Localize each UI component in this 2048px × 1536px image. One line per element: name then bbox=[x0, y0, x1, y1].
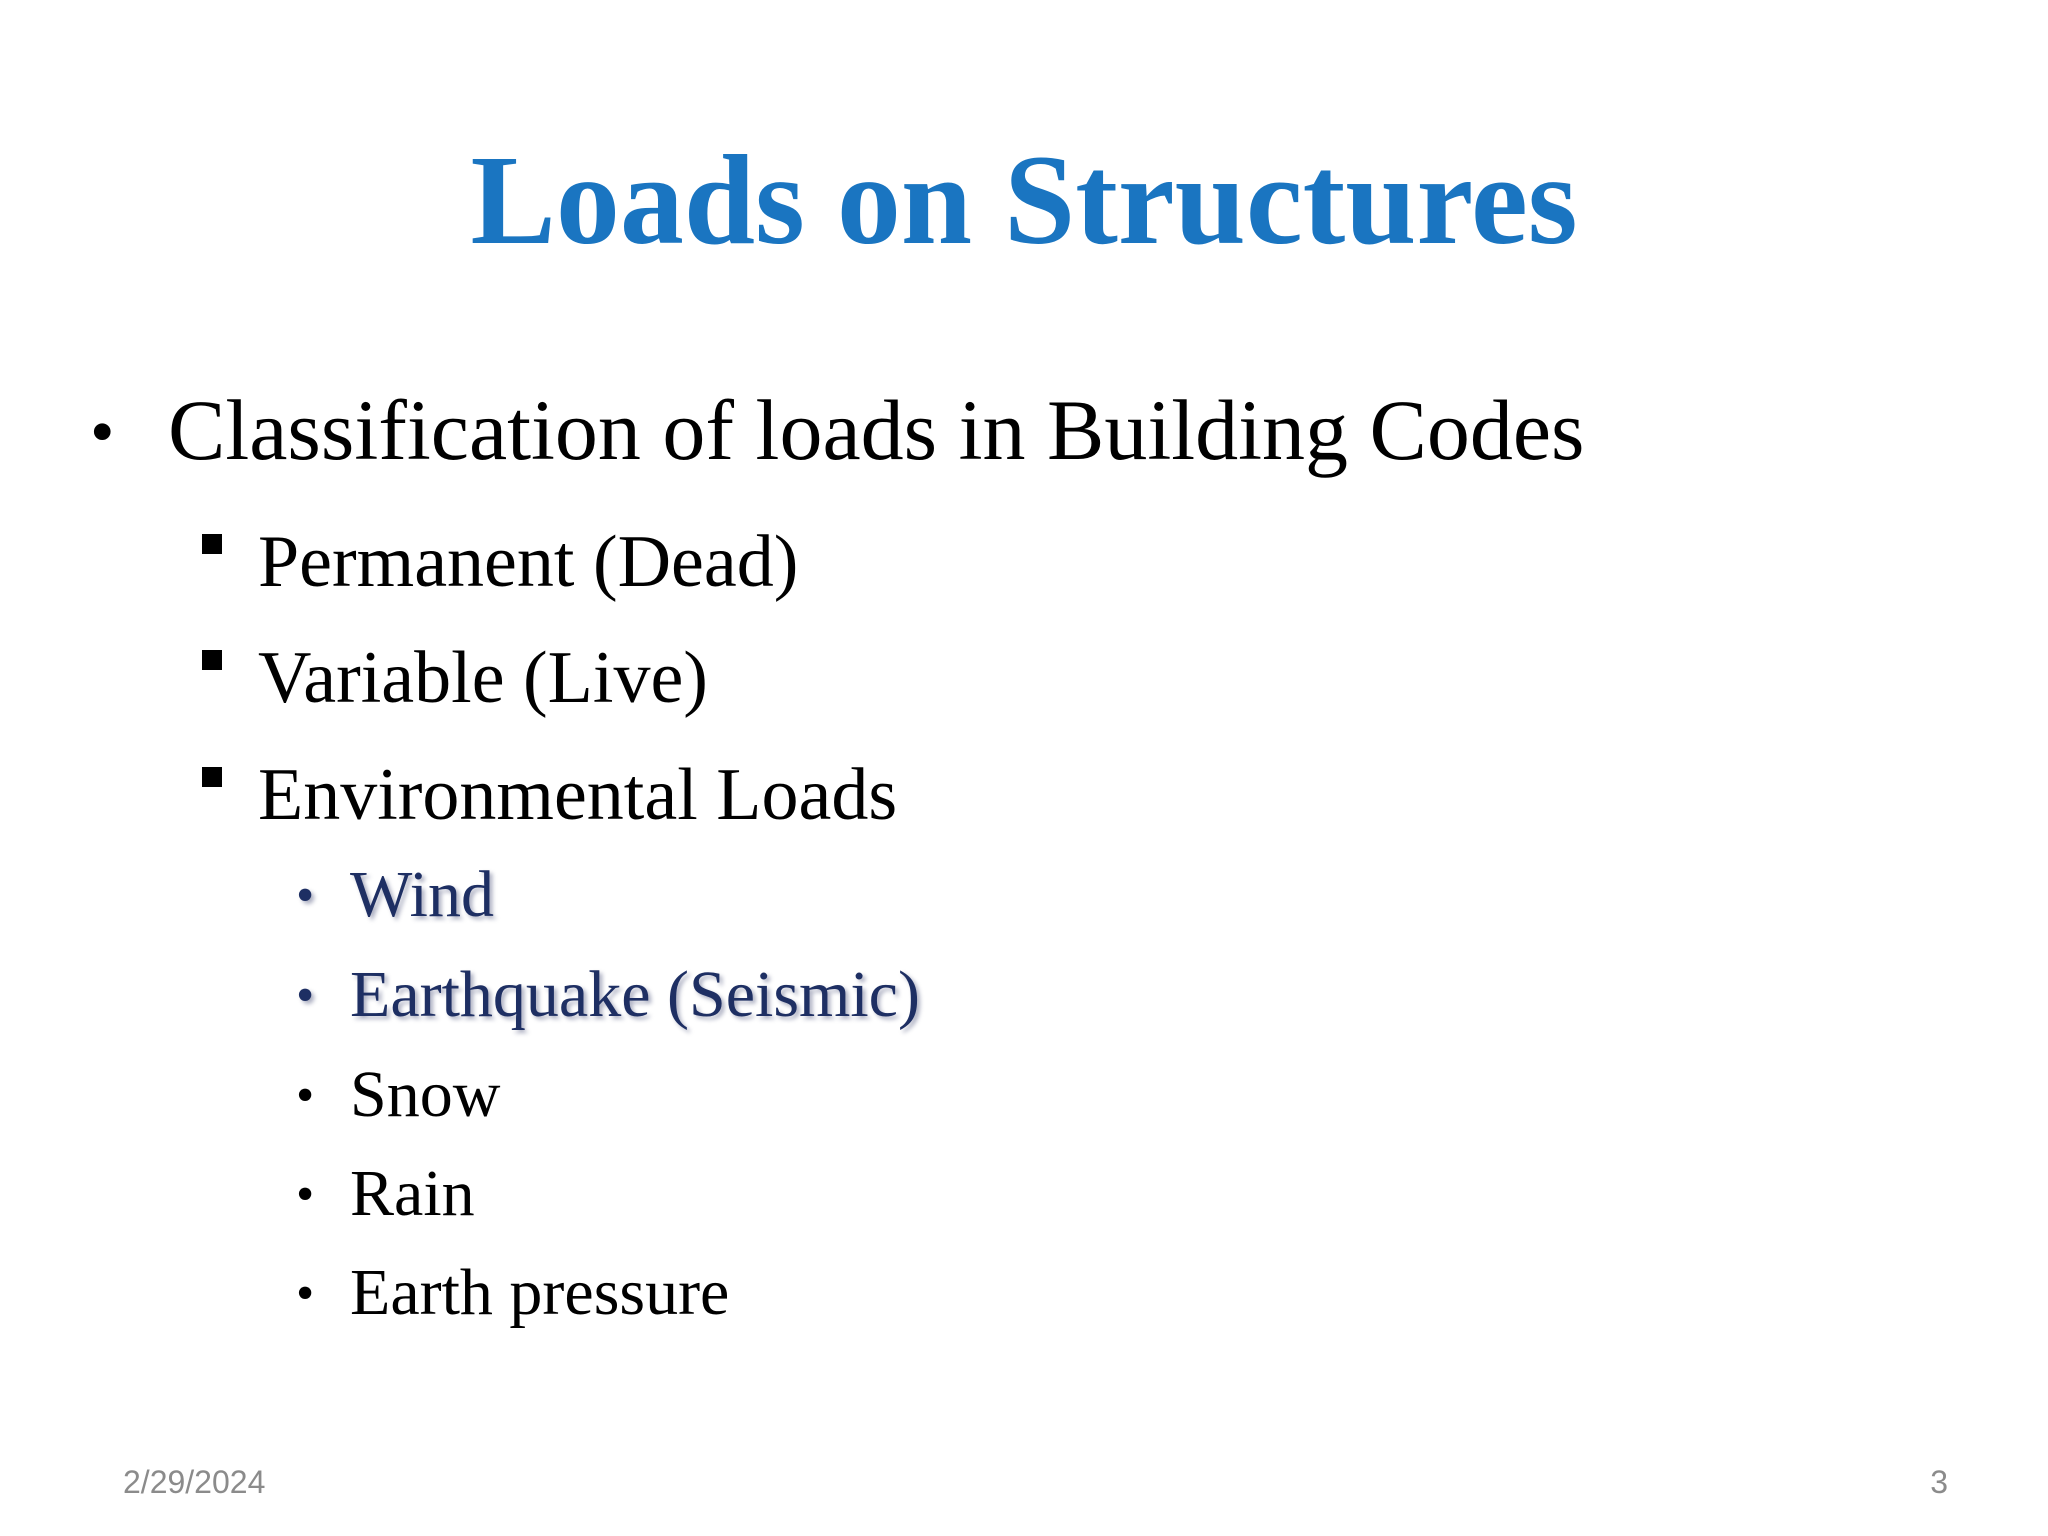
bullet-level3-earth-pressure bbox=[296, 1253, 729, 1338]
bullet-level2-text: Variable (Live) bbox=[258, 637, 708, 719]
round-bullet-icon: • bbox=[296, 1166, 315, 1223]
bullet-level3-text: Rain bbox=[350, 1157, 475, 1230]
square-bullet-icon bbox=[200, 512, 258, 586]
round-bullet-icon: • bbox=[296, 1265, 315, 1322]
bullet-level3-text: Earthquake (Seismic) bbox=[350, 958, 920, 1031]
round-bullet-icon: • bbox=[296, 967, 315, 1024]
bullet-level3-wind bbox=[296, 855, 494, 940]
bullet-level3-snow bbox=[296, 1055, 500, 1140]
round-bullet-icon: • bbox=[90, 394, 115, 471]
bullet-level3-text: Snow bbox=[350, 1058, 501, 1131]
bullet-level3-earthquake bbox=[296, 955, 920, 1040]
bullet-level3-text: Earth pressure bbox=[350, 1256, 730, 1329]
bullet-level3-rain bbox=[296, 1154, 475, 1239]
bullet-level3-text: Wind bbox=[350, 858, 494, 931]
bullet-level2-text: Permanent (Dead) bbox=[258, 521, 799, 603]
slide-title: Loads on Structures bbox=[470, 129, 1578, 271]
round-bullet-icon: • bbox=[296, 867, 315, 924]
bullet-level2-environmental bbox=[200, 745, 897, 840]
square-bullet-icon bbox=[200, 628, 258, 702]
footer-date: 2/29/2024 bbox=[123, 1464, 266, 1500]
bullet-level1 bbox=[90, 380, 1585, 487]
square-bullet-icon bbox=[200, 745, 258, 819]
footer-page-number: 3 bbox=[1930, 1464, 1948, 1500]
bullet-level2-variable bbox=[200, 628, 708, 723]
bullet-level2-permanent bbox=[200, 512, 798, 607]
bullet-level2-text: Environmental Loads bbox=[258, 754, 898, 836]
round-bullet-icon: • bbox=[296, 1067, 315, 1124]
bullet-level1-text: Classification of loads in Building Codes bbox=[168, 382, 1585, 478]
